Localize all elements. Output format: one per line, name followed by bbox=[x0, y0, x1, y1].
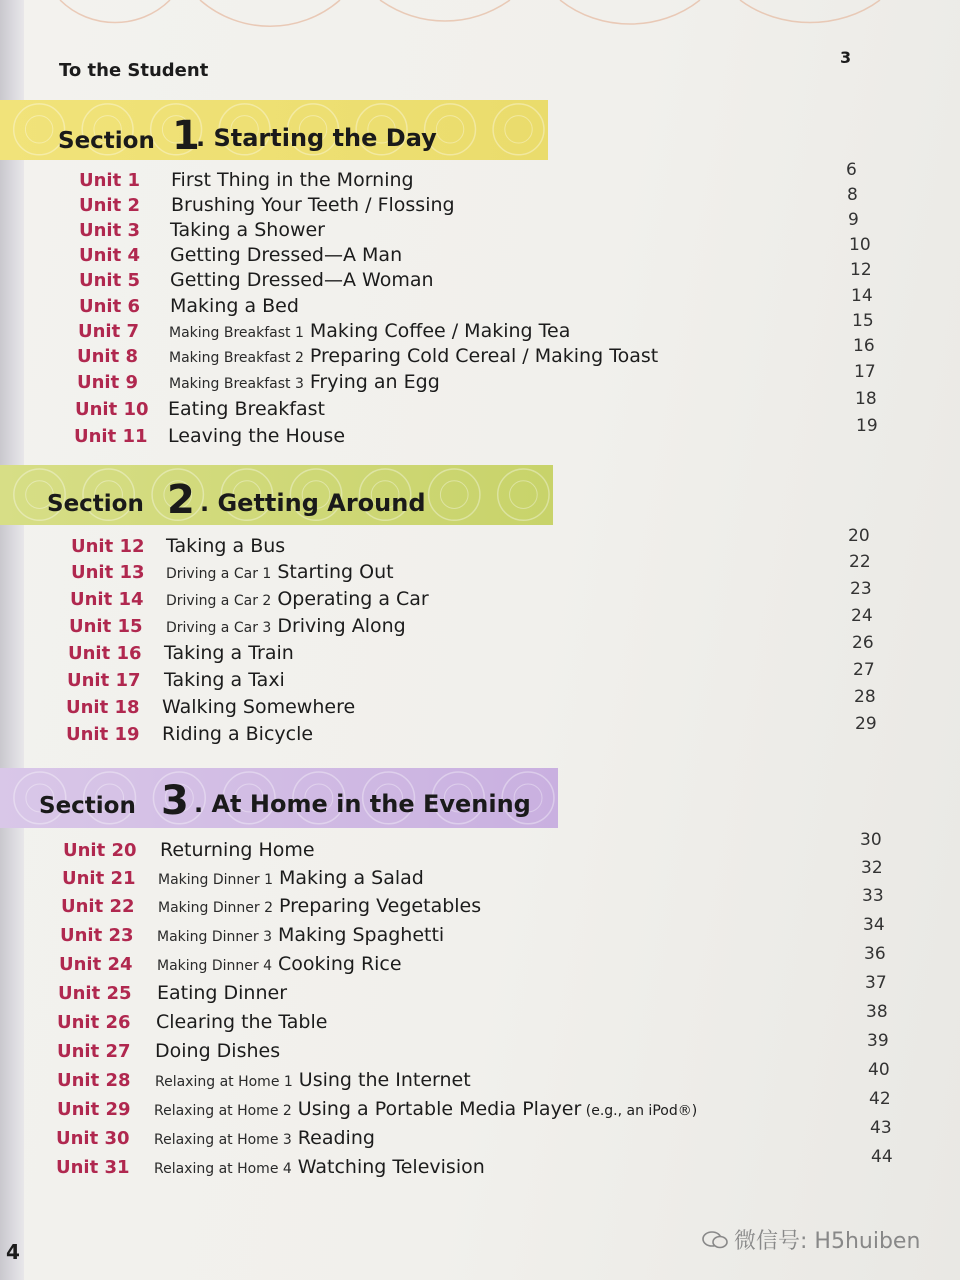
intro-page-number: 3 bbox=[840, 48, 852, 67]
page-number: 29 bbox=[855, 714, 877, 734]
toc-row[interactable] bbox=[0, 579, 960, 615]
unit-title-text: Operating a Car bbox=[277, 588, 429, 610]
unit-label: Unit 23 bbox=[60, 925, 134, 946]
unit-prefix: Relaxing at Home 3 bbox=[154, 1132, 292, 1148]
page-number: 26 bbox=[852, 633, 874, 653]
unit-title bbox=[169, 371, 440, 393]
unit-title-text: Taking a Bus bbox=[166, 535, 286, 557]
unit-title bbox=[155, 1069, 471, 1091]
page-number: 20 bbox=[848, 526, 870, 546]
unit-prefix: Driving a Car 3 bbox=[166, 620, 272, 636]
unit-label: Unit 24 bbox=[59, 954, 133, 975]
unit-prefix: Driving a Car 1 bbox=[166, 566, 272, 582]
unit-prefix: Making Breakfast 1 bbox=[169, 325, 304, 341]
page-number: 18 bbox=[855, 389, 877, 409]
unit-title bbox=[156, 1011, 327, 1033]
unit-label: Unit 20 bbox=[63, 840, 137, 861]
unit-title bbox=[158, 867, 424, 889]
unit-title bbox=[154, 1127, 375, 1149]
unit-title bbox=[170, 219, 325, 241]
page-folio: 4 bbox=[6, 1240, 20, 1264]
toc-row[interactable] bbox=[0, 606, 960, 642]
page-number: 38 bbox=[866, 1002, 888, 1022]
unit-title bbox=[169, 320, 570, 342]
unit-title-text: Clearing the Table bbox=[156, 1011, 328, 1033]
toc-row[interactable] bbox=[0, 714, 960, 750]
unit-prefix: Relaxing at Home 4 bbox=[154, 1161, 292, 1177]
page-number: 27 bbox=[853, 660, 875, 680]
unit-label: Unit 29 bbox=[57, 1099, 131, 1120]
unit-title bbox=[170, 269, 434, 291]
unit-title-text: Making a Salad bbox=[279, 867, 424, 889]
page-number: 40 bbox=[868, 1060, 890, 1080]
unit-title bbox=[171, 169, 414, 191]
unit-title-text: Cooking Rice bbox=[278, 953, 402, 975]
section-label: Section bbox=[47, 491, 144, 517]
section-title: . Starting the Day bbox=[196, 124, 437, 152]
page-number: 30 bbox=[860, 830, 882, 850]
chat-bubble-icon bbox=[702, 1230, 728, 1250]
unit-label: Unit 17 bbox=[67, 670, 141, 691]
toc-row[interactable] bbox=[0, 552, 960, 588]
unit-label: Unit 31 bbox=[56, 1157, 130, 1178]
toc-row[interactable] bbox=[0, 336, 960, 372]
page-number: 32 bbox=[861, 858, 883, 878]
unit-title-text: Taking a Shower bbox=[170, 219, 325, 241]
toc-row[interactable] bbox=[0, 633, 960, 669]
intro-title: To the Student bbox=[59, 60, 209, 81]
section-label: Section bbox=[58, 128, 155, 154]
unit-title bbox=[162, 696, 355, 718]
unit-prefix: Making Dinner 3 bbox=[157, 929, 273, 945]
unit-label: Unit 21 bbox=[62, 868, 136, 889]
page-number: 37 bbox=[865, 973, 887, 993]
toc-row[interactable] bbox=[0, 687, 960, 723]
toc-row[interactable] bbox=[0, 1089, 960, 1125]
toc-row[interactable] bbox=[0, 160, 960, 196]
unit-title bbox=[154, 1156, 485, 1178]
unit-title-note: (e.g., an iPod®) bbox=[581, 1103, 698, 1119]
unit-label: Unit 5 bbox=[79, 270, 140, 291]
unit-prefix: Making Breakfast 2 bbox=[169, 350, 304, 366]
unit-label: Unit 9 bbox=[77, 372, 138, 393]
unit-label: Unit 27 bbox=[57, 1041, 131, 1062]
page-number: 6 bbox=[846, 160, 857, 180]
toc-row[interactable] bbox=[0, 944, 960, 980]
unit-prefix: Driving a Car 2 bbox=[166, 593, 272, 609]
unit-label: Unit 8 bbox=[77, 346, 138, 367]
toc-row[interactable] bbox=[0, 260, 960, 296]
page-number: 14 bbox=[851, 286, 873, 306]
page-number: 44 bbox=[871, 1147, 893, 1167]
toc-row[interactable] bbox=[0, 1060, 960, 1096]
page-number: 23 bbox=[850, 579, 872, 599]
watermark-text: 微信号: H5huiben bbox=[734, 1229, 921, 1254]
page-number: 42 bbox=[869, 1089, 891, 1109]
page-number: 19 bbox=[856, 416, 878, 436]
section-label: Section bbox=[39, 793, 136, 819]
unit-label: Unit 12 bbox=[71, 536, 145, 557]
page-number: 16 bbox=[853, 336, 875, 356]
toc-row[interactable] bbox=[0, 416, 960, 452]
unit-title bbox=[158, 895, 481, 917]
section-number: 1 bbox=[172, 113, 200, 159]
unit-prefix: Relaxing at Home 1 bbox=[155, 1074, 293, 1090]
page-number: 24 bbox=[851, 606, 873, 626]
unit-label: Unit 2 bbox=[79, 195, 140, 216]
toc-row[interactable] bbox=[0, 185, 960, 221]
unit-title bbox=[170, 295, 299, 317]
unit-title-text: Getting Dressed—A Man bbox=[170, 244, 403, 266]
unit-title-text: Watching Television bbox=[297, 1156, 485, 1178]
unit-label: Unit 26 bbox=[57, 1012, 131, 1033]
unit-title-text: Eating Breakfast bbox=[168, 398, 325, 420]
unit-prefix: Making Breakfast 3 bbox=[169, 376, 304, 392]
toc-row[interactable] bbox=[0, 858, 960, 894]
toc-row[interactable] bbox=[0, 886, 960, 922]
unit-title-text: Preparing Cold Cereal / Making Toast bbox=[309, 345, 659, 367]
toc-row[interactable] bbox=[0, 1147, 960, 1183]
toc-row[interactable] bbox=[0, 830, 960, 866]
unit-title-text: Taking a Taxi bbox=[164, 669, 285, 691]
unit-title bbox=[154, 1098, 697, 1120]
unit-title-text: Reading bbox=[297, 1127, 375, 1149]
unit-title-text: Getting Dressed—A Woman bbox=[170, 269, 434, 291]
unit-title bbox=[166, 535, 285, 557]
section-title: . At Home in the Evening bbox=[194, 790, 531, 818]
toc-row[interactable] bbox=[0, 210, 960, 246]
unit-title-text: First Thing in the Morning bbox=[171, 169, 414, 191]
toc-row[interactable] bbox=[0, 1031, 960, 1067]
unit-title bbox=[162, 723, 313, 745]
unit-title-text: Making a Bed bbox=[170, 295, 299, 317]
unit-title-text: Frying an Egg bbox=[309, 371, 440, 393]
section-number: 3 bbox=[161, 778, 189, 824]
page-number: 28 bbox=[854, 687, 876, 707]
unit-title-text: Making Spaghetti bbox=[278, 924, 445, 946]
page-number: 22 bbox=[849, 552, 871, 572]
unit-title-text: Doing Dishes bbox=[155, 1040, 281, 1062]
unit-title-text: Starting Out bbox=[277, 561, 394, 583]
page-number: 17 bbox=[854, 362, 876, 382]
unit-title bbox=[170, 244, 402, 266]
unit-prefix: Making Dinner 2 bbox=[158, 900, 274, 916]
unit-prefix: Relaxing at Home 2 bbox=[154, 1103, 292, 1119]
unit-title bbox=[157, 924, 444, 946]
unit-label: Unit 13 bbox=[71, 562, 145, 583]
unit-title bbox=[169, 345, 658, 367]
unit-title bbox=[164, 642, 294, 664]
unit-title bbox=[168, 398, 325, 420]
section-number: 2 bbox=[167, 477, 195, 523]
unit-label: Unit 6 bbox=[79, 296, 140, 317]
toc-row[interactable] bbox=[0, 235, 960, 271]
toc-row[interactable] bbox=[0, 915, 960, 951]
unit-prefix: Making Dinner 1 bbox=[158, 872, 274, 888]
page-number: 39 bbox=[867, 1031, 889, 1051]
unit-title-text: Brushing Your Teeth / Flossing bbox=[171, 194, 455, 216]
unit-title bbox=[155, 1040, 280, 1062]
unit-prefix: Making Dinner 4 bbox=[157, 958, 273, 974]
unit-title bbox=[168, 425, 345, 447]
unit-label: Unit 14 bbox=[70, 589, 144, 610]
toc-row[interactable] bbox=[0, 362, 960, 398]
toc-row[interactable] bbox=[0, 286, 960, 322]
decorative-border bbox=[0, 0, 960, 40]
unit-title-text: Walking Somewhere bbox=[162, 696, 356, 718]
unit-title-text: Making Coffee / Making Tea bbox=[309, 320, 571, 342]
section-title: . Getting Around bbox=[200, 489, 426, 517]
page-number: 15 bbox=[852, 311, 874, 331]
unit-label: Unit 28 bbox=[57, 1070, 131, 1091]
unit-label: Unit 7 bbox=[78, 321, 139, 342]
unit-title bbox=[157, 953, 402, 975]
unit-title bbox=[171, 194, 455, 216]
page-number: 34 bbox=[863, 915, 885, 935]
unit-title-text: Preparing Vegetables bbox=[279, 895, 482, 917]
page-number: 33 bbox=[862, 886, 884, 906]
unit-label: Unit 25 bbox=[58, 983, 132, 1004]
unit-label: Unit 4 bbox=[79, 245, 140, 266]
unit-title-text: Leaving the House bbox=[168, 425, 346, 447]
page-number: 8 bbox=[847, 185, 858, 205]
unit-title bbox=[160, 839, 315, 861]
unit-title-text: Taking a Train bbox=[164, 642, 294, 664]
unit-label: Unit 11 bbox=[74, 426, 148, 447]
page-number: 12 bbox=[850, 260, 872, 280]
unit-title-text: Driving Along bbox=[277, 615, 406, 637]
unit-title-text: Using a Portable Media Player bbox=[297, 1098, 582, 1120]
toc-row[interactable] bbox=[0, 311, 960, 347]
unit-label: Unit 22 bbox=[61, 896, 135, 917]
toc-row[interactable] bbox=[0, 526, 960, 562]
unit-label: Unit 16 bbox=[68, 643, 142, 664]
page-number: 43 bbox=[870, 1118, 892, 1138]
unit-title bbox=[157, 982, 287, 1004]
unit-title bbox=[164, 669, 285, 691]
unit-title-text: Returning Home bbox=[160, 839, 315, 861]
unit-label: Unit 1 bbox=[79, 170, 140, 191]
unit-title-text: Eating Dinner bbox=[157, 982, 288, 1004]
page-number: 9 bbox=[848, 210, 859, 230]
unit-title bbox=[166, 615, 406, 637]
toc-row[interactable] bbox=[0, 389, 960, 425]
watermark bbox=[702, 1224, 920, 1255]
toc-row[interactable] bbox=[0, 1002, 960, 1038]
toc-row[interactable] bbox=[0, 1118, 960, 1154]
unit-label: Unit 3 bbox=[79, 220, 140, 241]
unit-label: Unit 30 bbox=[56, 1128, 130, 1149]
unit-label: Unit 15 bbox=[69, 616, 143, 637]
unit-label: Unit 10 bbox=[75, 399, 149, 420]
unit-title bbox=[166, 561, 394, 583]
unit-title-text: Riding a Bicycle bbox=[162, 723, 314, 745]
page-number: 10 bbox=[849, 235, 871, 255]
toc-row[interactable] bbox=[0, 660, 960, 696]
unit-title bbox=[166, 588, 429, 610]
page-number: 36 bbox=[864, 944, 886, 964]
unit-label: Unit 18 bbox=[66, 697, 140, 718]
unit-title-text: Using the Internet bbox=[298, 1069, 471, 1091]
unit-label: Unit 19 bbox=[66, 724, 140, 745]
toc-row[interactable] bbox=[0, 973, 960, 1009]
